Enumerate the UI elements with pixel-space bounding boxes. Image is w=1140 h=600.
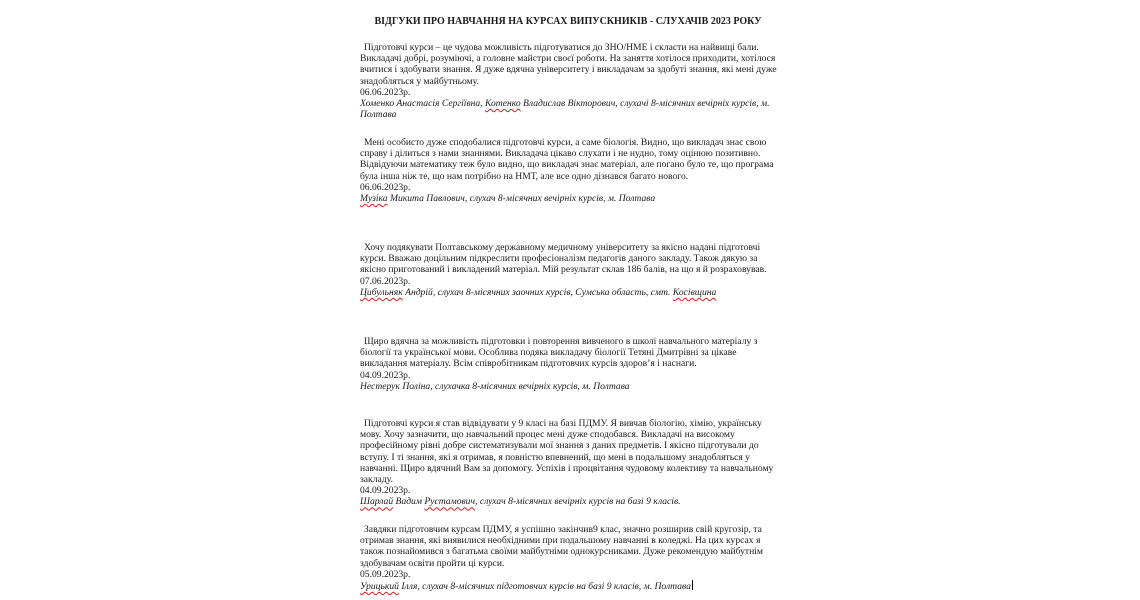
review-author: Нестерук Поліна, слухачка 8-місячних вечірніх курсів, м. Полтава — [360, 380, 630, 392]
document-page[interactable] — [358, 0, 788, 600]
review-date: 06.06.2023р. — [360, 86, 411, 98]
spellcheck-word: Косівщина — [672, 286, 717, 298]
author-part: Ілля, слухач 8-місячних підготовчих курсів на базі 9 класів, м. Полтава — [398, 581, 691, 593]
review-2 — [360, 137, 778, 204]
review-text: Підготовчі курси я став відвідувати у 9 класі на базі ПДМУ. Я вивчав біологію, хімію, українську мову. Хочу зазначити, що навчальний процес мені дуже сподобався. Викладачі на високому професійному рівні добре систематизували мої знання з даних предметів. І якісно підготували до вступу. І ті знання, які я отримав, я повністю впевнений, що мені в подальшому знадобляться у навчанні. Щиро вдячний Вам за допомогу. Успіхів і процвітання чудовому колективу та навчальному закладу. — [360, 418, 774, 486]
author-part: Владислав Вікторович, слухачі 8-місячних вечірніх курсів, м. Полтава — [360, 98, 770, 121]
review-6 — [360, 524, 778, 592]
author-part: , слухач 8-місячних вечірніх курсів на базі 9 класів. — [475, 496, 681, 508]
review-date: 04.09.2023р. — [360, 369, 411, 381]
spellcheck-word: Урицький — [360, 581, 399, 593]
review-text: Завдяки підготовчим курсам ПДМУ, я успішно закінчив9 клас, значно розширив свій кругозір, та отримав знання, які виявилися необхідними при подальшому навчанні в коледжі. На цих курсах я також познайомився з багатьма своїми майбутніми однокурсниками. Дуже рекомендую майбутнім здобувачам освіти пройти ці курси. — [360, 524, 763, 569]
review-author — [360, 287, 778, 298]
spellcheck-word: Шарлай — [360, 496, 394, 508]
review-4 — [360, 336, 778, 392]
review-5 — [360, 418, 778, 508]
review-author[interactable] — [360, 580, 778, 592]
review-date: 04.09.2023р. — [360, 485, 411, 497]
review-author — [360, 496, 778, 507]
document-title: ВІДГУКИ ПРО НАВЧАННЯ НА КУРСАХ ВИПУСКНИКІВ - СЛУХАЧІВ 2023 РОКУ — [374, 16, 762, 27]
author-part: Вадим — [393, 496, 425, 508]
review-author — [360, 98, 778, 120]
review-3 — [360, 242, 778, 298]
review-text: Підготовчі курси – це чудова можливість підготуватися до ЗНО/НМЕ і скласти на найвищі бали. Викладачі добрі, розуміючі, а головне майстри своєї роботи. На заняття хотілося приходити, хотілося вчитися і здобувати знання. Я дуже вдячна університету і викладачам за здобуті знання, які мені дуже знадобляться у майбутньому. — [360, 42, 777, 87]
review-author — [360, 193, 778, 204]
spellcheck-word: Цибульняк — [360, 286, 403, 298]
author-part: Андрій, слухач 8-місячних заочних курсів, Сумська область, смт. — [402, 286, 673, 298]
spellcheck-word: Рустамович — [424, 496, 476, 508]
review-text: Щиро вдячна за можливість підготовки і повторення вивченого в школі навчального матеріалу з біології та української мови. Особлива подяка викладачу біології Тетяні Дмитрівні за цікаве викладання матеріалу. Всім співробітникам підготовчих курсів здоров’я і наснаги. — [360, 336, 758, 370]
spellcheck-word: Котенко — [484, 98, 521, 110]
spellcheck-word: Музіка — [360, 193, 388, 205]
review-date: 05.09.2023р. — [360, 568, 411, 580]
review-text: Мені особисто дуже сподобалися підготовчі курси, а саме біологія. Видно, що викладач знає свою справу і ділиться з нами знаннями. Викладача цікаво слухати і не нудно, тому оцінюю позитивно. Відвідуючи математику теж було видно, що викладач знає матеріал, але погано було те, що програма була інша ніж те, що нам потрібно на НМТ, але все одно дізнався багато нового. — [360, 137, 774, 182]
text-cursor — [692, 580, 693, 590]
review-date: 07.06.2023р. — [360, 275, 411, 287]
review-text: Хочу подякувати Полтавському державному медичному університету за якісно надані підготовчі курси. Вважаю доцільним підкреслити професіоналізм педагогів даного закладу. Також дякую за якісно приготований і викладений матеріал. Мій результат склав 186 балів, на що я й розраховував. — [360, 242, 767, 276]
author-part: Хоменко Анастасія Сергіївна, — [360, 98, 485, 110]
review-1 — [360, 42, 778, 120]
author-part: Микита Павлович, слухач 8-місячних вечірніх курсів, м. Полтава — [387, 193, 656, 205]
review-date: 06.06.2023р. — [360, 181, 411, 193]
